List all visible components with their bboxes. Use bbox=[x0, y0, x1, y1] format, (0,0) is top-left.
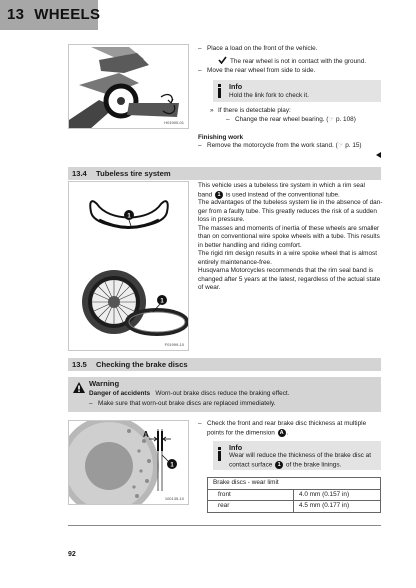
info-line-2-a: contact surface bbox=[229, 461, 273, 469]
info-box-link-fork bbox=[213, 80, 381, 102]
badge-1: 1 bbox=[160, 298, 164, 305]
check-note-text: The rear wheel is not in contact with the ground. bbox=[230, 58, 367, 65]
figure-tubeless-tire bbox=[68, 181, 189, 351]
section-number: 13.5 bbox=[72, 360, 87, 369]
figure-id: 100135-10 bbox=[164, 495, 184, 501]
info-text: Hold the link fork to check it. bbox=[229, 92, 309, 99]
page-ref-15[interactable]: p. 15) bbox=[345, 142, 362, 149]
figure-id: F01999-10 bbox=[164, 341, 184, 347]
step-change-bearing-text: Change the rear wheel bearing. ( bbox=[235, 116, 329, 123]
table-row bbox=[208, 489, 381, 501]
band-word: band bbox=[198, 191, 213, 199]
finishing-work-title: Finishing work bbox=[198, 134, 244, 141]
tubeless-line-10: entirely maintenance-free. bbox=[198, 258, 272, 266]
info-title: Info bbox=[229, 443, 243, 452]
step-check-thickness-1: – Check the front and rear brake disc thickness at multiple bbox=[207, 420, 366, 429]
tubeless-line-8: in better handling and riding comfort. bbox=[198, 241, 302, 249]
brake-disc-illustration bbox=[69, 421, 189, 505]
tubeless-illustration bbox=[69, 182, 189, 351]
info-line-2-b: of the brake linings. bbox=[285, 461, 342, 469]
table-row bbox=[208, 501, 381, 513]
tubeless-line-7: than on conventional wire spoke wheels with a tube. This results bbox=[198, 233, 380, 240]
tubeless-line-5: loss in pressure. bbox=[198, 216, 245, 223]
table-header-row bbox=[208, 478, 381, 490]
badge-1: 1 bbox=[127, 213, 131, 220]
tubeless-line-3: The advantages of the tubeless system lie in the absence of dan- bbox=[198, 199, 383, 206]
section-title: Tubeless tire system bbox=[96, 169, 171, 178]
table-cell-label: rear bbox=[208, 501, 294, 513]
info-icon bbox=[217, 84, 222, 98]
section-heading-tubeless bbox=[72, 169, 171, 179]
tubeless-line-6: The masses and moments of inertia of these wheels are smaller bbox=[198, 224, 380, 232]
condition-text: If there is detectable play: bbox=[218, 107, 291, 114]
step-move-wheel: – Move the rear wheel from side to side. bbox=[207, 67, 315, 76]
figure-brake-disc bbox=[68, 420, 189, 505]
table-cell-value: 4.5 mm (0.177 in) bbox=[294, 501, 381, 513]
end-marker-icon bbox=[376, 152, 381, 158]
table-cell-label: front bbox=[208, 489, 294, 501]
page-ref-icon[interactable]: ☞ bbox=[328, 116, 336, 123]
check-note bbox=[218, 56, 366, 67]
section-number: 13.4 bbox=[72, 169, 87, 178]
page-ref-icon[interactable]: ☞ bbox=[337, 142, 346, 149]
badge-1: 1 bbox=[215, 191, 223, 199]
chapter-title bbox=[7, 5, 110, 25]
condition-play: » If there is detectable play: bbox=[210, 107, 291, 114]
warning-title: Warning bbox=[89, 379, 120, 388]
figure-id: H01900-01 bbox=[164, 119, 184, 125]
info-title: Info bbox=[229, 82, 243, 91]
step-place-load: – Place a load on the front of the vehicle. bbox=[207, 45, 318, 54]
info-line-2 bbox=[229, 461, 341, 470]
table-cell-value: 4.0 mm (0.157 in) bbox=[294, 489, 381, 501]
tubeless-line-11: Husqvarna Motorcycles recommends that the rim seal band is bbox=[198, 267, 374, 274]
info-icon bbox=[217, 447, 222, 461]
step-remove-motorcycle bbox=[207, 142, 362, 151]
figure-wheel-play bbox=[68, 44, 189, 129]
page-ref-108[interactable]: p. 108) bbox=[335, 116, 356, 123]
step-change-bearing bbox=[235, 116, 356, 125]
table-header: Brake discs - wear limit bbox=[208, 478, 381, 490]
badge-1: 1 bbox=[275, 461, 283, 469]
step-check-thickness-text: points for the dimension bbox=[207, 429, 275, 437]
badge-a: A bbox=[278, 429, 286, 437]
brake-disc-wear-table bbox=[207, 477, 381, 513]
tubeless-line-13: of wear. bbox=[198, 284, 221, 291]
warning-text: Worn-out brake discs reduce the braking effect. bbox=[155, 390, 290, 397]
warning-triangle-icon bbox=[72, 381, 86, 394]
warning-label: Danger of accidents bbox=[89, 390, 151, 397]
dimension-label-a: A bbox=[143, 430, 149, 439]
chapter-name: WHEELS bbox=[34, 6, 101, 23]
badge-1: 1 bbox=[170, 462, 174, 469]
tubeless-line-2-text: is used instead of the conventional tube. bbox=[225, 191, 340, 199]
warning-box bbox=[68, 377, 381, 412]
section-title: Checking the brake discs bbox=[96, 360, 188, 369]
tubeless-line-4: ger from a faulty tube. This greatly reduces the risk of a sudden bbox=[198, 207, 377, 215]
tubeless-line-1: This vehicle uses a tubeless tire system in which a rim seal bbox=[198, 182, 365, 189]
page-number: 92 bbox=[68, 551, 76, 558]
tubeless-line-9: The rigid rim design results in a wire spoke wheel that is almost bbox=[198, 250, 378, 257]
section-heading-brake-discs bbox=[72, 360, 188, 370]
chapter-number: 13 bbox=[7, 6, 25, 23]
step-check-thickness-2: points for the dimension A . bbox=[207, 429, 289, 437]
info-line-1: Wear will reduce the thickness of the brake disc at bbox=[229, 452, 371, 459]
tubeless-line-12: changed after 5 years at the latest, regardless of the actual state bbox=[198, 275, 381, 283]
warning-line bbox=[89, 390, 289, 399]
checkmark-icon bbox=[218, 56, 227, 64]
footer-divider bbox=[68, 525, 381, 526]
wheel-play-illustration bbox=[69, 45, 189, 129]
info-box-brake-wear bbox=[213, 441, 381, 470]
step-remove-text: Remove the motorcycle from the work stand. ( bbox=[207, 142, 338, 149]
warning-step: – Make sure that worn-out brake discs are replaced immediately. bbox=[98, 400, 275, 409]
